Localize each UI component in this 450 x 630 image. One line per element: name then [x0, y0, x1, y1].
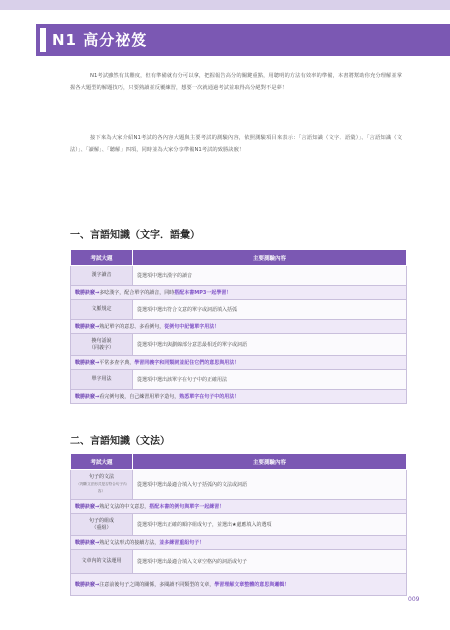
category-cell: [71, 470, 133, 500]
header-exam-section: 考試大題: [71, 454, 133, 470]
tip-text: 熟記單字的意思、多看例句，: [99, 324, 165, 330]
top-color-bar: [0, 0, 450, 10]
tip-label: 戰勝訣竅→: [75, 290, 100, 296]
header-main-content: 主要測驗內容: [133, 250, 407, 266]
table-row: [71, 266, 407, 286]
table-row: [71, 370, 407, 390]
category-name: 句子的組成: [88, 517, 114, 524]
tip-text: 熟記文法形式的接續方法，: [99, 540, 160, 546]
description-cell: 從選項中選出漢字的讀音: [133, 266, 407, 286]
tip-label: 戰勝訣竅→: [75, 504, 100, 510]
tip-label: 戰勝訣竅→: [75, 394, 100, 400]
table-header-row: [71, 454, 407, 470]
category-sub: （同義字）: [88, 344, 114, 351]
tip-highlight: 學習同義字和同類詞並記住它們的意思與用法！: [134, 360, 240, 366]
tip-row: [71, 390, 407, 404]
tip-label: 戰勝訣竅→: [75, 360, 100, 366]
table-header-row: [71, 250, 407, 266]
tip-row: [71, 356, 407, 370]
table-row: [71, 300, 407, 320]
tip-label: 戰勝訣竅→: [75, 582, 100, 588]
tip-text: 看完例句後，自己練習用單字造句，: [99, 394, 180, 400]
intro-paragraph-1: N1考試雖然有其難度，但有準備就有分可以拿，把握報告高分的關鍵重點，用聰明的方法有效率的準備，本書將幫助你充分理解並掌握各大題型的解題技巧，只要熟讀並反覆練習，想要一次就通過考試並取得高分絕對不是夢！: [70, 73, 402, 91]
header-main-content: 主要測驗內容: [133, 454, 407, 470]
tip-row: [71, 500, 407, 514]
description-cell: 從選項中選出符合文意的單字或詞語填入括弧: [133, 300, 407, 320]
category-cell: [71, 334, 133, 356]
category-cell: [71, 514, 133, 536]
tip-row: [71, 286, 407, 300]
table-row: [71, 470, 407, 500]
section-heading-grammar: 二、言語知識（文法）: [70, 436, 170, 447]
table-row: [71, 334, 407, 356]
description-cell: 從選項中選出最適合填入句子括弧內的文法或詞語: [133, 470, 407, 500]
category-name: 句子的文法: [88, 474, 114, 480]
category-sub: （判斷文法形式是否符合句子內容）: [76, 482, 127, 493]
tip-text: 平常多查字典，: [99, 360, 135, 366]
tip-row: [71, 536, 407, 550]
category-cell: 漢字讀音: [71, 266, 133, 286]
tip-row: [71, 320, 407, 334]
tip-label: 戰勝訣竅→: [75, 324, 100, 330]
tip-row: [71, 574, 407, 596]
tip-label: 戰勝訣竅→: [75, 540, 100, 546]
description-cell: 從選項中選出與劃線部分意思最相近的單字或詞語: [133, 334, 407, 356]
section-heading-vocabulary: 一、言語知識（文字．語彙）: [70, 230, 200, 241]
tip-text: 熟記文法的中文意思，: [99, 504, 150, 510]
tip-highlight: 並多練習重組句子！: [159, 540, 205, 546]
table-row: [71, 514, 407, 536]
title-accent-bar: [40, 28, 46, 52]
tip-highlight: 搭配本書的例句與單字一起練習！: [149, 504, 225, 510]
page-number: 009: [408, 596, 420, 603]
intro-paragraph-2: 接下來為大家介紹N1考試的各內容大題與主要考試的測驗內容，依照測驗項目來表示：「言語知識（文字．語彙）」、「言語知識（文法）」、「讀解」、「聽解」四項，同時並為大家分享準備N1考試的致勝訣竅！: [70, 135, 402, 153]
category-cell: 文章內的文法運用: [71, 550, 133, 574]
description-cell: 從選項中選出最適合填入文章空格內的詞語或句子: [133, 550, 407, 574]
table-row: [71, 550, 407, 574]
description-cell: 從選項中選出該單字在句子中的正確用法: [133, 370, 407, 390]
description-cell: 從選項中選出正確的順序組成句子，並選出★處應填入的選項: [133, 514, 407, 536]
grammar-table: [70, 453, 407, 596]
page-title: N1 高分祕笈: [52, 31, 148, 49]
tip-text: 注意前後句子之間的關係，多閱讀不同類型的文章，: [99, 582, 215, 588]
header-exam-section: 考試大題: [71, 250, 133, 266]
tip-highlight: 學習理解文章整體的意思與邏輯！: [214, 582, 290, 588]
tip-text: 多唸漢字，配合單字的讀音，同時: [99, 290, 175, 296]
tip-highlight: 搭配本書MP3一起學習！: [174, 290, 232, 296]
category-sub: （重組）: [91, 524, 112, 531]
category-cell: 文脈規定: [71, 300, 133, 320]
tip-highlight: 熟悉單字在句子中的用法！: [179, 394, 240, 400]
tip-highlight: 從例句中記憶單字用法！: [164, 324, 220, 330]
category-cell: 單字用法: [71, 370, 133, 390]
category-name: 換句話說: [91, 337, 112, 344]
vocabulary-table: [70, 249, 407, 404]
